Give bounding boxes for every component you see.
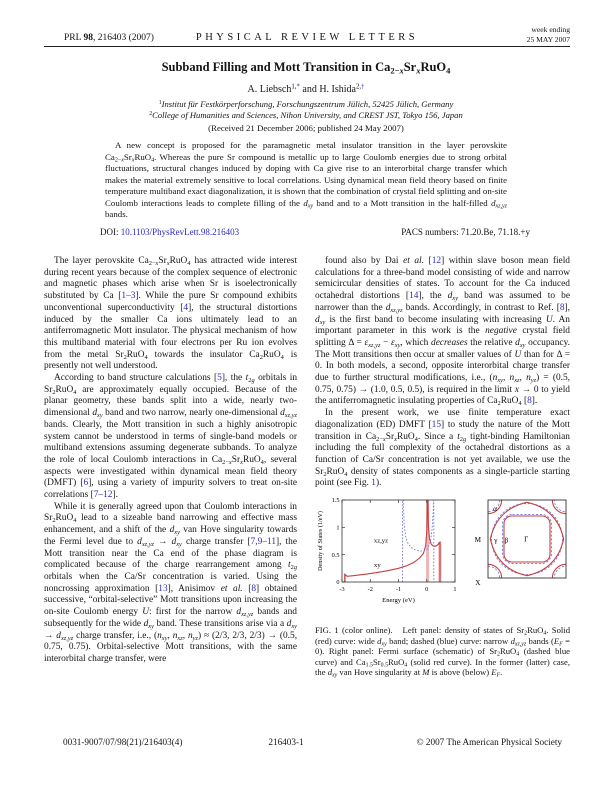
svg-text:β: β xyxy=(504,536,509,545)
affiliation-2: $^2$College of Humanities and Sciences, Nihon University, and CREST JST, Tokyo 156, Japan xyxy=(149,110,463,120)
svg-text:Density of States (1/eV): Density of States (1/eV) xyxy=(317,511,324,572)
abstract: A new concept is proposed for the paramagnetic metal insulator transition in the layer perovskite $Ca_{2-x}Sr_xRuO_4$. Whereas the pure Sr compound is metallic up to large Coulomb energies due to strong orbital fluctuations, structural changes induced by doping with Ca give rise to an interorbital charge transfer which makes the material extremely sensitive to local correlations. Using dynamical mean field theory based on finite temperature multiband exact diagonalization, it is shown that the combination of crystal field splitting and on-site Coulomb interactions leads to complete filling of the $d_{xy}$ band and to a Mott transition in the half-filled $d_{xz,yz}$ bands. xyxy=(105,140,507,220)
svg-text:1: 1 xyxy=(453,586,457,594)
svg-text:1.5: 1.5 xyxy=(331,497,340,505)
svg-text:M: M xyxy=(474,536,482,545)
svg-text:1: 1 xyxy=(336,524,340,532)
authors: A. Liebsch$^{1,*}$ and H. Ishida$^{2,\dagger}$ xyxy=(247,83,365,95)
svg-text:0: 0 xyxy=(425,586,429,594)
journal-reference: PRL 98, 216403 (2007) xyxy=(64,33,154,43)
doi-label: DOI: xyxy=(100,227,119,237)
journal-name: PHYSICAL REVIEW LETTERS xyxy=(195,32,419,43)
svg-text:α: α xyxy=(493,504,497,513)
svg-text:-3: -3 xyxy=(339,586,345,594)
body-paragraph: While it is generally agreed upon that Coulomb interactions in $Sr_2RuO_4$ lead to a sizeable band narrowing and effective mass enhancement, and a shift of the $d_{xy}$ van Hove singularity towards the Fermi level due to $d_{xz,yz} \to d_{xy}$ charge transfer [7,9–11], the Mott transition near the Ca end of the phase diagram is complicated because of the charge rearrangement among $t_{2g}$ orbitals when the Ca/Sr concentration is varied. Using the noncrossing approximation [13], Anisimov et al. [8] obtained successive, “orbital-selective” Mott transitions upon increasing the on-site Coulomb energy U: first for the narrow $d_{xz,yz}$ bands and subsequently for the wide $d_{xy}$ band. These transitions arise via a $d_{xy} \to d_{xz,yz}$ charge transfer, i.e., ($n_{xy}$, $n_{xz}$, $n_{yz}) \approx (2/3$, 2/3, 2/3) → (0.5, 0.75, 0.75). Orbital-selective Mott transitions, with the same interorbital charge transfer, were xyxy=(44,501,298,664)
affiliation-1: $^1$Institut für Festkörperforschung, Forschungszentrum Jülich, 52425 Jülich, Germany xyxy=(158,99,454,109)
svg-text:0: 0 xyxy=(336,579,340,587)
svg-text:γ: γ xyxy=(494,536,498,545)
figure-1 xyxy=(315,497,570,615)
dos-plot xyxy=(315,497,461,615)
paper-title: Subband Filling and Mott Transition in $Ca_{2-x}Sr_xRuO_4$ xyxy=(161,60,451,76)
right-column xyxy=(315,256,570,678)
svg-text:xz,yz: xz,yz xyxy=(373,537,389,545)
svg-text:-2: -2 xyxy=(367,586,373,594)
copyright: © 2007 The American Physical Society xyxy=(416,737,562,747)
svg-text:Γ: Γ xyxy=(524,535,529,544)
pacs-numbers: PACS numbers: 71.20.Be, 71.18.+y xyxy=(401,227,530,237)
week-ending xyxy=(527,25,570,44)
svg-text:-1: -1 xyxy=(395,586,402,594)
body-paragraph: In the present work, we use finite temperature exact diagonalization (ED) DMFT [15] to study the nature of the Mott transition in $Ca_{2-x}Sr_xRuO_4$. Since a $t_{2g}$ tight-binding Hamiltonian including the full complexity of the octahedral distortions as a function of Ca/Sr concentration is not yet available, we use the $Sr_2RuO_4$ density of states components as a single-particle starting point (see Fig. 1). xyxy=(315,408,570,489)
body-paragraph: According to band structure calculations [5], the $t_{2g}$ orbitals in $Sr_2RuO_4$ are approximately equally occupied. Because of the planar geometry, these bands split into a wide, nearly two-dimensional $d_{xy}$ band and two narrow, nearly one-dimensional $d_{xz,yz}$ bands. Clearly, the Mott transition in such a highly anisotropic system cannot be understood in terms of single-band models or multiband extensions assuming degenerate subbands. To analyze the role of local Coulomb interactions in $Ca_{2-x}Sr_xRuO_4$, several aspects were investigated within dynamical mean field theory (DMFT) [6], using a variety of impurity solvers to treat on-site correlations [7–12]. xyxy=(44,373,298,501)
svg-text:0.5: 0.5 xyxy=(331,551,340,559)
svg-text:X: X xyxy=(475,579,481,588)
svg-text:Energy (eV): Energy (eV) xyxy=(382,597,415,605)
body-paragraph: The layer perovskite $Ca_{2-x}Sr_xRuO_4$ has attracted wide interest during recent years because of the complex sequence of electronic and magnetic phases which arise when Sr is isoelectronically substituted by Ca [1–3]. While the pure Sr compound exhibits unconventional superconductivity [4], the structural distortions induced by the smaller Ca ions ultimately lead to an antiferromagnetic Mott insulator. The physical mechanism of how this multiband material with four electrons per Ru ion evolves from the metal $Sr_2RuO_4$ towards the insulator $Ca_2RuO_4$ is presently not well understood. xyxy=(44,256,297,372)
figure-1-caption: FIG. 1 (color online). Left panel: density of states of $Sr_2RuO_4$. Solid (red) curve: wide $d_{xy}$ band; dashed (blue) curve: narrow $d_{xz,yz}$ bands $(E_F = 0)$. Right panel: Fermi surface (schematic) of $Sr_2RuO_4$ (dashed blue curve) and $Ca_{1.5}Sr_{0.5}RuO_4$ (solid red curve). In the former (latter) case, the $d_{xy}$ van Hove singularity at M is above (below) $E_F$. xyxy=(315,625,571,679)
left-column xyxy=(44,256,297,666)
week-ending-line1: week ending xyxy=(531,25,570,35)
doi-link[interactable]: 10.1103/PhysRevLett.98.216403 xyxy=(120,227,240,237)
journal-header xyxy=(44,22,570,47)
page-number: 216403-1 xyxy=(268,737,304,747)
doi xyxy=(100,227,239,237)
issn-code: 0031-9007/07/98(21)/216403(4) xyxy=(63,737,183,747)
week-ending-line2: 25 MAY 2007 xyxy=(526,34,570,44)
fermi-surface-plot xyxy=(462,497,570,601)
svg-text:xy: xy xyxy=(374,562,381,570)
received-dates: (Received 21 December 2006; published 24 May 2007) xyxy=(208,123,404,133)
body-paragraph: found also by Dai et al. [12] within slave boson mean field calculations for a three-band model consisting of wide and narrow semicircular densities of states. To account for the Ca induced octahedral distortions [14], the $d_{xy}$ band was assumed to be narrower than the $d_{xz,yz}$ bands. Accordingly, in contrast to Ref. [8], $d_{xy}$ is the first band to become insulating with increasing U. An important parameter in this work is the negative crystal field splitting $\Delta = \varepsilon_{xz,yz} - \varepsilon_{xy}$, which decreases the relative $d_{xy}$ occupancy. The Mott transitions then occur at smaller values of U than for Δ = 0. In both models, a second, opposite interorbital charge transfer due to further structural modifications, i.e., ($n_{xy}$, $n_{xz}$, $n_{yz}) = (0.5$, 0.75, 0.75) → (1.0, 0.5, 0.5), is required in the limit x → 0 to yield the antiferromagnetic insulating properties of $Ca_2RuO_4$ [8]. xyxy=(315,256,571,408)
